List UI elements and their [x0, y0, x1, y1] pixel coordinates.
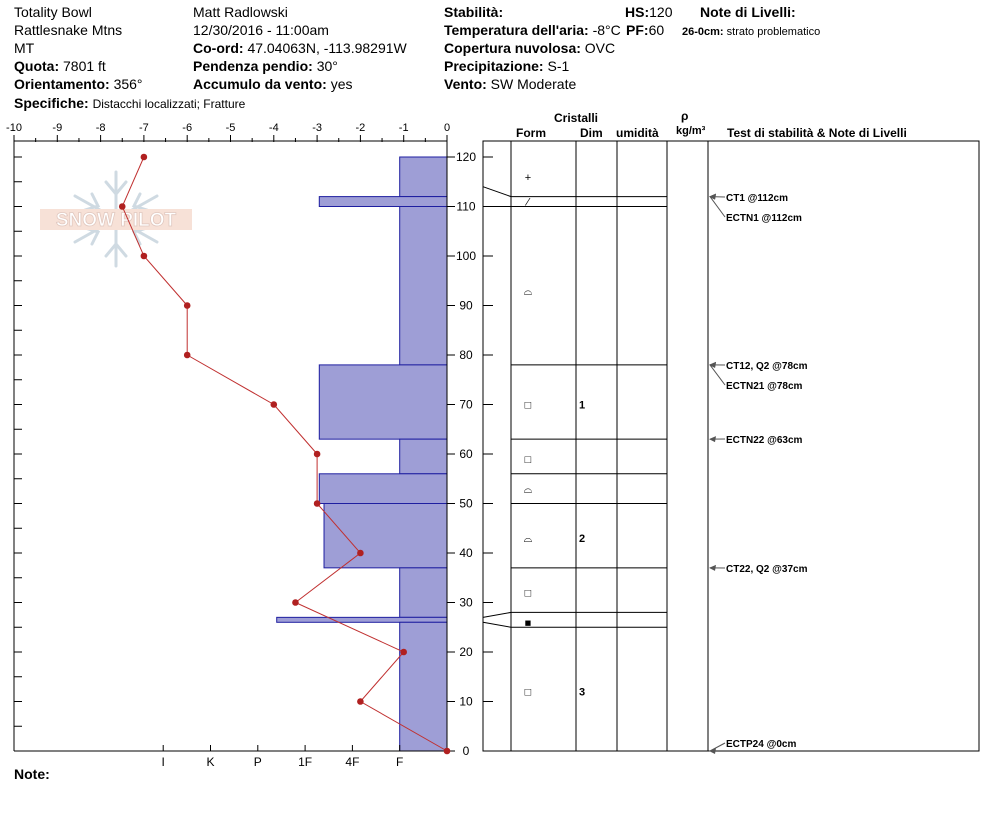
crystal-form: +	[524, 171, 532, 184]
col-tests: Test di stabilità & Note di Livelli	[727, 126, 907, 140]
watermark-text: SNOW PILOT	[55, 210, 177, 231]
temperature-point	[119, 203, 126, 210]
hardness-tick-label: K	[206, 755, 215, 769]
hardness-bar	[400, 439, 447, 474]
pf-value: 60	[648, 22, 665, 38]
temp-tick-label: -1	[398, 122, 409, 134]
coord-value: 47.04063N, -113.98291W	[247, 40, 407, 56]
temperature-point	[357, 550, 364, 557]
snowpilot-watermark	[40, 172, 192, 266]
temp-tick-label: -10	[6, 122, 22, 134]
stability-test-label: CT1 @112cm	[726, 193, 789, 204]
temperature-line	[122, 157, 447, 751]
temp-tick-label: -8	[95, 122, 106, 134]
aspect-label: Orientamento:	[14, 76, 110, 92]
hardness-tick-label: P	[253, 755, 262, 769]
crystal-size: 2	[578, 533, 586, 546]
wind-loading-value: yes	[330, 76, 353, 92]
specifics-label: Specifiche:	[14, 95, 89, 111]
stability-test-label: ECTP24 @0cm	[726, 739, 797, 750]
col-cristalli: Cristalli	[554, 111, 599, 125]
height-tick-label: 70	[459, 397, 473, 412]
state: MT	[14, 40, 35, 56]
stability-test-label: ECTN22 @63cm	[726, 435, 803, 446]
observer: Matt Radlowski	[193, 4, 288, 20]
hardness-tick-label: I	[161, 755, 165, 769]
col-umidita: umidità	[616, 126, 659, 140]
temperature-point	[314, 451, 321, 458]
temp-tick-label: -7	[139, 122, 149, 134]
stability-label: Stabilità:	[444, 4, 504, 20]
layer-connector	[483, 187, 511, 197]
temperature-point	[400, 649, 407, 656]
temperature-point	[444, 748, 451, 755]
wind-loading-label: Accumulo da vento:	[193, 76, 327, 92]
layer-connector	[483, 612, 511, 617]
temperature-point	[271, 401, 278, 408]
precip-label: Precipitazione:	[444, 58, 544, 74]
height-tick-label: 110	[456, 199, 476, 214]
layer-note-depth: 26-0cm:	[682, 26, 724, 38]
stability-test-label: ECTN21 @78cm	[726, 381, 803, 392]
crystal-form: □	[524, 686, 532, 699]
temp-tick-label: 0	[443, 122, 451, 134]
temperature-point	[184, 302, 191, 309]
wind-label: Vento:	[444, 76, 487, 92]
height-tick-label: 30	[459, 595, 473, 610]
specifics-value: Distacchi localizzati; Fratture	[92, 97, 246, 111]
test-arrow-line	[710, 197, 725, 217]
crystal-form: ■	[524, 617, 532, 630]
hardness-bar	[277, 617, 447, 622]
elevation-value: 7801 ft	[63, 58, 106, 74]
height-tick-label: 0	[462, 744, 470, 758]
col-density-unit: kg/m³	[676, 125, 706, 137]
hardness-tick-label: 4F	[345, 755, 360, 769]
sky-label: Copertura nuvolosa:	[444, 40, 581, 56]
temp-tick-label: -9	[52, 122, 63, 134]
air-temp-value: -8°C	[592, 22, 621, 38]
height-tick-label: 10	[459, 694, 473, 709]
stability-test-label: CT22, Q2 @37cm	[726, 564, 808, 575]
test-arrowhead-icon	[709, 565, 716, 571]
test-arrowhead-icon	[709, 436, 716, 442]
temperature-point	[292, 599, 299, 606]
col-form: Form	[516, 126, 546, 140]
temperature-point	[141, 253, 148, 260]
test-arrowhead-icon	[709, 362, 716, 368]
mountain-range: Rattlesnake Mtns	[14, 22, 123, 38]
temp-tick-label: -2	[355, 122, 366, 134]
hs-label: HS:	[625, 4, 650, 20]
crystal-size: 3	[578, 686, 586, 699]
pf-label: PF:	[626, 22, 649, 38]
hardness-bar	[400, 568, 447, 618]
height-tick-label: 40	[459, 546, 473, 560]
height-tick-label: 100	[455, 249, 477, 263]
aspect-value: 356°	[113, 76, 143, 92]
location-name: Totality Bowl	[14, 4, 92, 20]
hardness-bar	[319, 474, 447, 504]
height-tick-label: 50	[459, 496, 473, 511]
hardness-bar	[319, 197, 447, 207]
test-arrowhead-icon	[709, 194, 716, 200]
temperature-point	[357, 698, 364, 705]
crystal-form: ⌓	[523, 483, 533, 496]
elevation-label: Quota:	[14, 58, 60, 74]
precip-value: S-1	[547, 58, 570, 74]
crystal-form: ⌓	[523, 285, 533, 298]
layer-connector	[483, 622, 511, 627]
layer-note-text: strato problematico	[726, 26, 821, 38]
temp-tick-label: -3	[312, 122, 322, 134]
layer-table-frame	[483, 141, 979, 751]
stability-test-label: ECTN1 @112cm	[726, 213, 802, 224]
test-arrow-line	[710, 365, 725, 385]
hardness-tick-label: F	[396, 755, 404, 769]
temp-tick-label: -5	[225, 122, 236, 134]
height-tick-label: 60	[459, 447, 473, 461]
hardness-bar	[400, 157, 447, 197]
crystal-size: 1	[578, 399, 586, 412]
crystal-form: □	[524, 453, 532, 466]
temp-tick-label: -4	[268, 122, 279, 134]
height-tick-label: 120	[455, 150, 477, 164]
hs-value: 120	[649, 4, 673, 20]
coord-label: Co-ord:	[193, 40, 244, 56]
test-arrowhead-icon	[709, 748, 716, 754]
crystal-form: ⌓	[523, 533, 533, 546]
datetime: 12/30/2016 - 11:00am	[193, 22, 329, 38]
hardness-bar	[400, 622, 447, 751]
height-tick-label: 20	[459, 645, 473, 659]
slope-label: Pendenza pendio:	[193, 58, 313, 74]
hardness-bar	[324, 504, 447, 568]
temperature-point	[184, 352, 191, 359]
crystal-form: □	[524, 399, 532, 412]
height-tick-label: 80	[459, 348, 473, 362]
layer-notes-label: Note di Livelli:	[700, 4, 796, 20]
height-tick-label: 90	[459, 298, 473, 313]
stability-test-label: CT12, Q2 @78cm	[726, 361, 808, 372]
wind-value: SW Moderate	[490, 76, 577, 92]
air-temp-label: Temperatura dell'aria:	[444, 22, 589, 38]
col-dim: Dim	[580, 126, 603, 140]
note-label: Note:	[14, 766, 50, 782]
hardness-bar	[319, 365, 447, 439]
hardness-bar	[400, 207, 447, 365]
temperature-point	[314, 500, 321, 507]
temperature-point	[141, 154, 148, 161]
hardness-tick-label: 1F	[298, 755, 313, 769]
crystal-form: □	[524, 587, 532, 600]
slope-value: 30°	[316, 58, 338, 74]
sky-value: OVC	[584, 40, 616, 56]
temp-tick-label: -6	[182, 122, 193, 134]
col-rho: ρ	[681, 109, 689, 123]
crystal-form: ⁄	[527, 196, 529, 209]
